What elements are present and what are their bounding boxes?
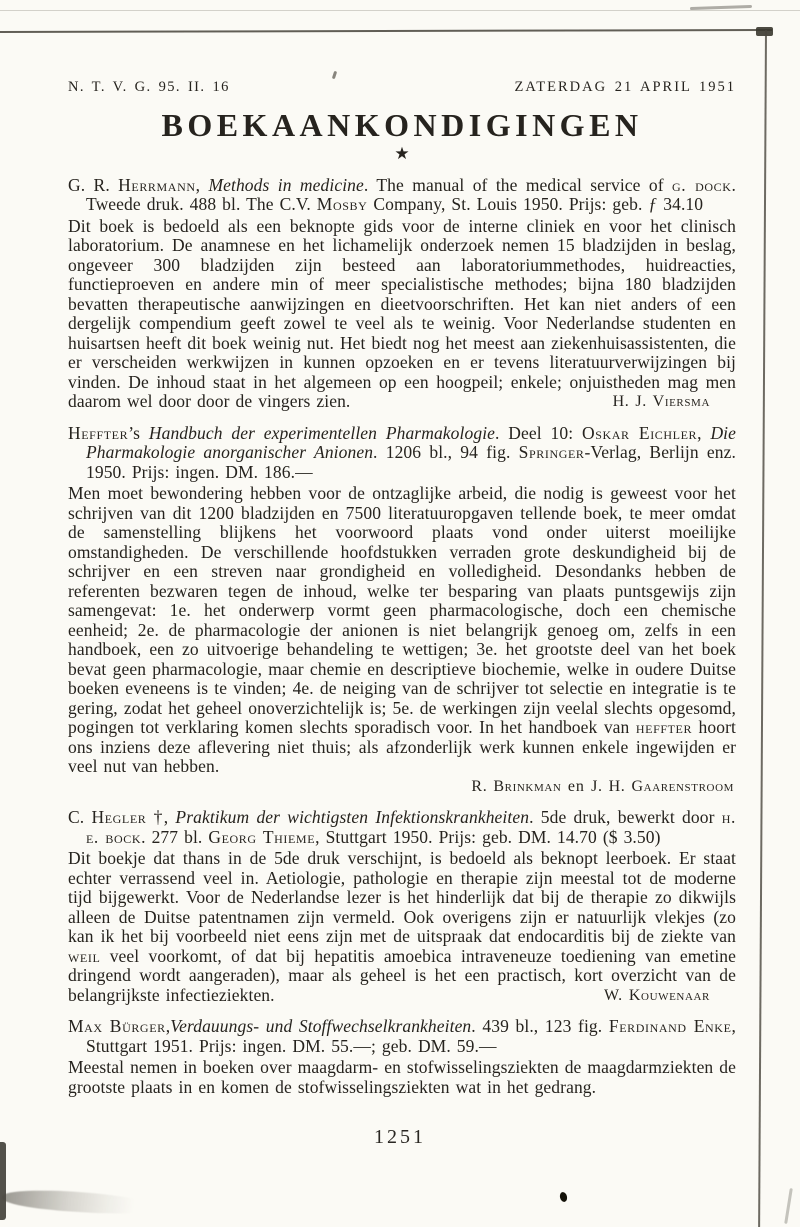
text-segment: . The manual of the medical service of (363, 174, 672, 195)
text-segment: . Tweede druk. 488 bl. The C.V. (86, 174, 736, 214)
page-content (68, 78, 736, 1097)
scan-page-border-top (0, 29, 772, 33)
smallcaps-text: Ferdinand Enke (608, 1016, 732, 1036)
text-segment: ’s (128, 422, 149, 443)
scan-top-right-mark (690, 5, 752, 10)
entry-review-text (68, 849, 736, 1005)
text-segment: †, (146, 807, 176, 827)
text-segment: veel voorkomt, of dat bij hepatitis amoebica intraveneuze toediening van emetine dringend wordt aangeraden), maar als geheel is het een practisch, kort overzicht van de belangrijkste infectieziekten. (68, 945, 736, 1005)
smallcaps-text: Hegler (91, 807, 147, 827)
entry-citation (68, 176, 736, 215)
text-segment: , Stuttgart 1951. Prijs: ingen. DM. 55.—; geb. DM. 59.— (86, 1016, 736, 1056)
text-segment: , (697, 422, 711, 443)
star-icon: ★ (394, 143, 410, 163)
italic-text: Die Pharmakologie anorganischer Anionen (86, 422, 737, 462)
text-segment: Meestal nemen in boeken over maagdarm- en stofwisselingsziekten de maagdarmziekten de grootste plaats in en komen de stofwisselingsziekten wat in het gedrang. (68, 1057, 736, 1097)
italic-text: Handbuch der experimentellen Pharmakologie (148, 422, 496, 443)
reviewer-signature (604, 986, 736, 1006)
text-segment: , (195, 174, 209, 195)
text-segment: Company, St. Louis 1950. Prijs: geb. (367, 194, 649, 214)
book-entries (68, 176, 736, 1098)
entry-citation (68, 424, 736, 483)
scan-page-border-right (758, 30, 767, 1227)
text-segment: Dit boek is bedoeld als een beknopte gids voor de interne cliniek en voor het clinisch laboratorium. De anamnese en het lichamelijk onderzoek nemen 15 bladzijden in beslag, ongeveer 300 bladzijden zijn besteed aan laboratoriummethodes, huidreacties, functieproeven en andere min of meer specialistische methodes; bijna 180 bladzijden bevatten therapeutische aanwijzingen en dieetvoorschriften. Het kan niet anders of een dergelijk compendium geeft zowel te veel als te weinig. Voor Nederlandse studenten en huisartsen heeft dit boek weinig nut. Het biedt nog het meest aan ziekenhuisassistenten, die er verscheiden werkwijzen in kunnen opzoeken en er tevens literatuurverwijzingen bij vinden. De inhoud staat in het algemeen op een hoogpeil; enkele; onjuistheden mag men daarom wel door door de vingers zien. (68, 215, 736, 411)
book-entry (68, 176, 736, 412)
smallcaps-text: W. Kouwenaar (603, 986, 710, 1004)
italic-text: Praktikum der wichtigsten Infektionskrankheiten (175, 807, 530, 827)
text-segment: hoort ons inziens deze aflevering niet thuis; als afzonderlijk werk kunnen enkele ingewijden er veel nut van hebben. (68, 717, 736, 776)
scan-left-edge-shadow (0, 1142, 6, 1220)
section-title: BOEKAANKONDIGINGEN (161, 106, 643, 143)
italic-text: Methods in medicine (208, 174, 364, 195)
text-segment: . Deel 10: (495, 422, 582, 443)
text-segment: 34.10 (657, 194, 704, 214)
smallcaps-text: J. H. Gaarenstroom (591, 777, 734, 795)
scan-bottom-left-smudge (2, 1187, 158, 1216)
entry-citation (68, 1017, 736, 1056)
text-segment: . 5de druk, bewerkt door (529, 807, 722, 827)
text-segment: G. R. (68, 174, 119, 195)
smallcaps-text: h. e. bock (86, 807, 736, 847)
reviewer-signature (68, 777, 736, 797)
scan-ink-dot (559, 1191, 568, 1202)
text-segment: , Stuttgart 1950. Prijs: geb. DM. 14.70 ($ 3.50) (315, 826, 661, 847)
text-segment: Men moet bewondering hebben voor de ontzaglijke arbeid, die nodig is geweest voor het schrijven van dit 1200 bladzijden en 7500 literatuuropgaven tellende boek, te meer omdat de samenstelling blijkens het voorwoord plaats vond onder uiterst moeilijke omstandigheden. De verschillende hoofdstukken verraden grote deskundigheid bij de schrijver en een streven naar grondigheid en volledigheid. Desondanks hebben de referenten bezwaren tegen de inhoud, welke ter besparing van plaats puntsgewijs zijn samengevat: 1e. het onderwerp vormt geen pharmacologische, doch een chemische eenheid; 2e. de pharmacologie der anionen is niet belangrijk genoeg om, zelfs in een handboek, een zo uitvoerige behandeling te wettigen; 3e. het grootste deel van het boek bevat geen pharmacologie, maar chemie en descriptieve biochemie, welke in oudere Duitse boeken eveneens is te vinden; 4e. de neiging van de schrijver tot selectie en integratie is te gering, zodat het geheel onoverzichtelijk is; 5e. de werkingen zijn veelal slechts opgesomd, pogingen tot verklaring komen slechts sporadisch voor. In het handboek van (68, 483, 736, 737)
text-segment: , (165, 1016, 171, 1036)
smallcaps-text: R. Brinkman (471, 777, 562, 795)
reviewer-signature (613, 392, 736, 412)
issue-date: ZATERDAG 21 APRIL 1951 (514, 79, 736, 95)
text-segment: -Verlag, Berlijn enz. 1950. Prijs: ingen. DM. 186.— (86, 442, 736, 482)
smallcaps-text: Springer (518, 442, 585, 462)
entry-review-text (68, 1058, 736, 1097)
text-segment: en (561, 777, 592, 795)
text-segment: . 277 bl. (141, 826, 209, 847)
entry-review-text (68, 217, 736, 412)
text-segment: Dit boekje dat thans in de 5de druk verschijnt, is bedoeld als beknopt leerboek. Er staat echter verrassend veel in. Aetiologie, pathologie en therapie zijn meestal tot de moderne tijd bijgewerkt. Voor de Nederlandse lezer is het hinderlijk dat bij de therapie zo dikwijls alleen de Duitse patentnamen zijn vermeld. Ook overigens zijn er natuurlijk vlekjes (zo kan ik het bij voorbeeld niet eens zijn met de uitspraak dat endocarditis bij de ziekte van (68, 848, 736, 946)
journal-reference: N. T. V. G. 95. II. 16 (68, 79, 230, 95)
masthead (68, 78, 736, 98)
smallcaps-text: Max Bürger (68, 1016, 166, 1036)
scan-bottom-right-mark (784, 1188, 793, 1224)
entry-review-text (68, 484, 736, 777)
italic-text: ƒ (648, 194, 658, 214)
smallcaps-text: weil (68, 945, 101, 966)
smallcaps-text: Oskar Eichler (581, 422, 698, 443)
book-entry (68, 808, 736, 1005)
smallcaps-text: heffter (635, 717, 693, 737)
italic-text: Verdauungs- und Stoffwechselkrankheiten (170, 1016, 472, 1036)
book-entry (68, 424, 736, 797)
text-segment: C. (68, 807, 92, 827)
text-segment: . 439 bl., 123 fig. (471, 1016, 609, 1036)
smallcaps-text: Heffter (68, 422, 129, 443)
smallcaps-text: g. dock (672, 174, 732, 195)
text-segment: . 1206 bl., 94 fig. (373, 442, 519, 462)
page-number: 1251 (374, 1126, 426, 1148)
smallcaps-text: H. J. Viersma (612, 393, 710, 410)
entry-citation (68, 808, 736, 847)
smallcaps-text: Georg Thieme (208, 826, 316, 847)
book-entry (68, 1017, 736, 1097)
smallcaps-text: Mosby (316, 194, 368, 214)
smallcaps-text: Herrmann (118, 174, 196, 195)
scan-page-border-corner (756, 27, 773, 36)
scan-edge-top-faint-line (0, 10, 800, 11)
